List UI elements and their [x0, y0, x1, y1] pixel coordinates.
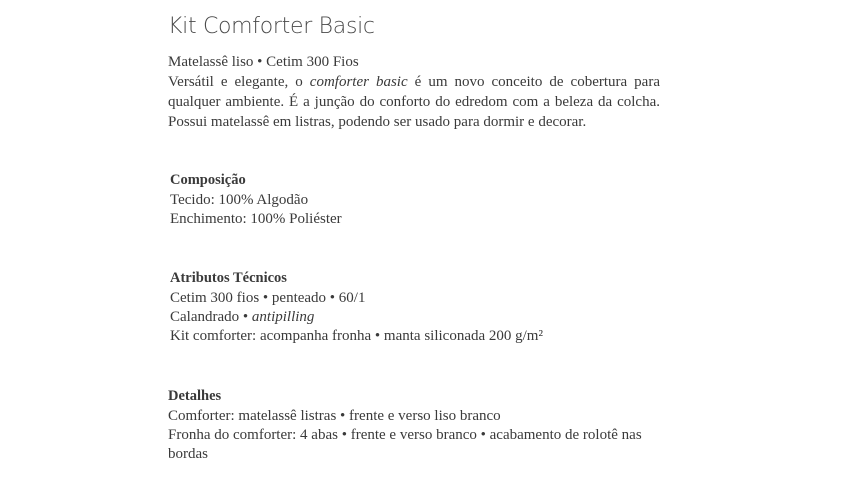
product-subtitle: Matelassê liso • Cetim 300 Fios [168, 54, 359, 70]
details-section [168, 387, 668, 464]
description-text-end: é um novo conceito de cobertura para qualquer ambiente. É a junção do conforto do edredom com a beleza da colcha. Possui matelassê em listras, podendo ser usado para dormir e decorar. [168, 74, 660, 130]
description-italic-term: comforter basic [309, 74, 408, 90]
attribute-kit: Kit comforter: acompanha fronha • manta siliconada 200 g/m² [170, 328, 543, 344]
product-description [168, 72, 660, 132]
details-comforter: Comforter: matelassê listras • frente e verso liso branco [168, 408, 501, 424]
product-intro [168, 52, 660, 132]
attribute-calandered [170, 308, 543, 327]
details-heading: Detalhes [168, 388, 222, 404]
attribute-antipilling: antipilling [251, 309, 315, 325]
technical-attributes-heading: Atributos Técnicos [170, 270, 287, 286]
attribute-satin: Cetim 300 fios • penteado • 60/1 [170, 290, 366, 306]
technical-attributes-section [170, 269, 543, 346]
description-text-start: Versátil e elegante, o [168, 74, 310, 90]
composition-filling: Enchimento: 100% Poliéster [170, 211, 342, 227]
attribute-calandered-text: Calandrado • [170, 309, 252, 325]
composition-fabric: Tecido: 100% Algodão [170, 192, 309, 208]
product-title: Kit Comforter Basic [168, 14, 375, 39]
composition-section [170, 171, 342, 229]
composition-heading: Composição [170, 172, 246, 188]
details-pillowcase: Fronha do comforter: 4 abas • frente e verso branco • acabamento de rolotê nas bordas [168, 427, 642, 462]
